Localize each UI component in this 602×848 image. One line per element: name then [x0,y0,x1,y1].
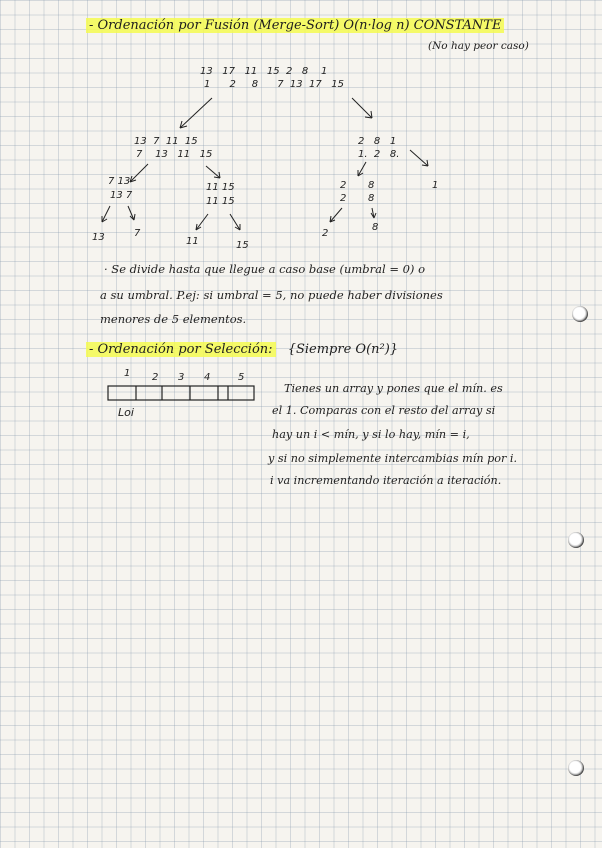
root-top-1: 17 [222,66,236,77]
leaf-1: 1 [432,180,439,191]
section1-paragraph-line-2: a su umbral. P.ej: si umbral = 5, no puede haber divisiones [100,288,443,302]
leaf-13: 13 [92,232,105,243]
section2-paragraph-line-1: Tienes un array y pones que el mín. es [284,382,503,395]
array-index-4: 4 [204,372,211,383]
section1-paragraph-line-3: menores de 5 elementos. [100,312,247,326]
section2-paragraph-line-3: hay un i < mín, y si lo hay, mín = i, [272,428,470,441]
section1-note: (No hay peor caso) [428,40,529,52]
root-top-0: 13 [200,66,213,77]
right-top-2: 1 [389,136,397,147]
ll-top: 7 13 [108,176,131,187]
array-index-1: 1 [124,368,131,379]
ll-bottom: 13 7 [110,190,133,201]
root-bottom-5: 17 [309,79,322,90]
rl-8b: 8 [368,193,375,204]
array-label: Loi [118,406,134,419]
root-top-2: 11 [244,66,258,77]
rl-top: 2 [340,180,347,191]
root-bottom-6: 15 [331,79,345,90]
left-top-2: 11 [165,136,179,147]
root-top-4: 2 [285,66,293,77]
root-top-3: 15 [266,66,280,77]
section1-paragraph-line-1: · Se divide hasta que llegue a caso base (umbral = 0) o [104,262,425,276]
root-top-5: 8 [301,66,309,77]
left-top-0: 13 [134,136,147,147]
root-bottom-2: 8 [251,79,259,90]
rl-bottom: 2 [340,193,347,204]
root-bottom-0: 1 [204,79,211,90]
left-top-3: 15 [184,136,198,147]
section2-title: - Ordenación por Selección: {Siempre O(n²)} [86,342,398,357]
left-bottom-1: 13 [155,149,168,160]
array-index-5: 5 [238,372,245,383]
lr-bottom: 11 15 [206,196,235,207]
leaf-15: 15 [236,240,249,251]
root-bottom-4: 13 [289,79,303,90]
section1-title: - Ordenación por Fusión (Merge-Sort) O(n·log n) CONSTANTE [86,18,504,33]
right-top-1: 8 [373,136,381,147]
leaf-11: 11 [186,236,199,247]
left-bottom-0: 7 [136,149,143,160]
left-top-1: 7 [153,136,160,147]
right-top-0: 2 [358,136,365,147]
section2-paragraph-line-4: y si no simplemente intercambias mín por i. [268,452,518,465]
root-bottom-1: 2 [229,79,236,90]
rl-8a: 8 [368,180,375,191]
array-index-3: 3 [178,372,185,383]
root-bottom-3: 7 [277,79,284,90]
leaf-2: 2 [322,228,329,239]
leaf-8: 8 [372,222,379,233]
left-bottom-2: 11 [177,149,191,160]
lr-top: 11 15 [206,182,235,193]
right-bottom-2: 8. [389,149,400,160]
right-bottom-1: 2 [373,149,381,160]
root-top-6: 1 [320,66,328,77]
section2-paragraph-line-5: i va incrementando iteración a iteración. [270,474,502,487]
array-index-2: 2 [152,372,159,383]
left-bottom-3: 15 [199,149,213,160]
section2-paragraph-line-2: el 1. Comparas con el resto del array si [272,404,496,417]
right-bottom-0: 1. [358,149,368,160]
section2-complexity: {Siempre O(n²)} [287,342,399,357]
leaf-7: 7 [134,228,141,239]
